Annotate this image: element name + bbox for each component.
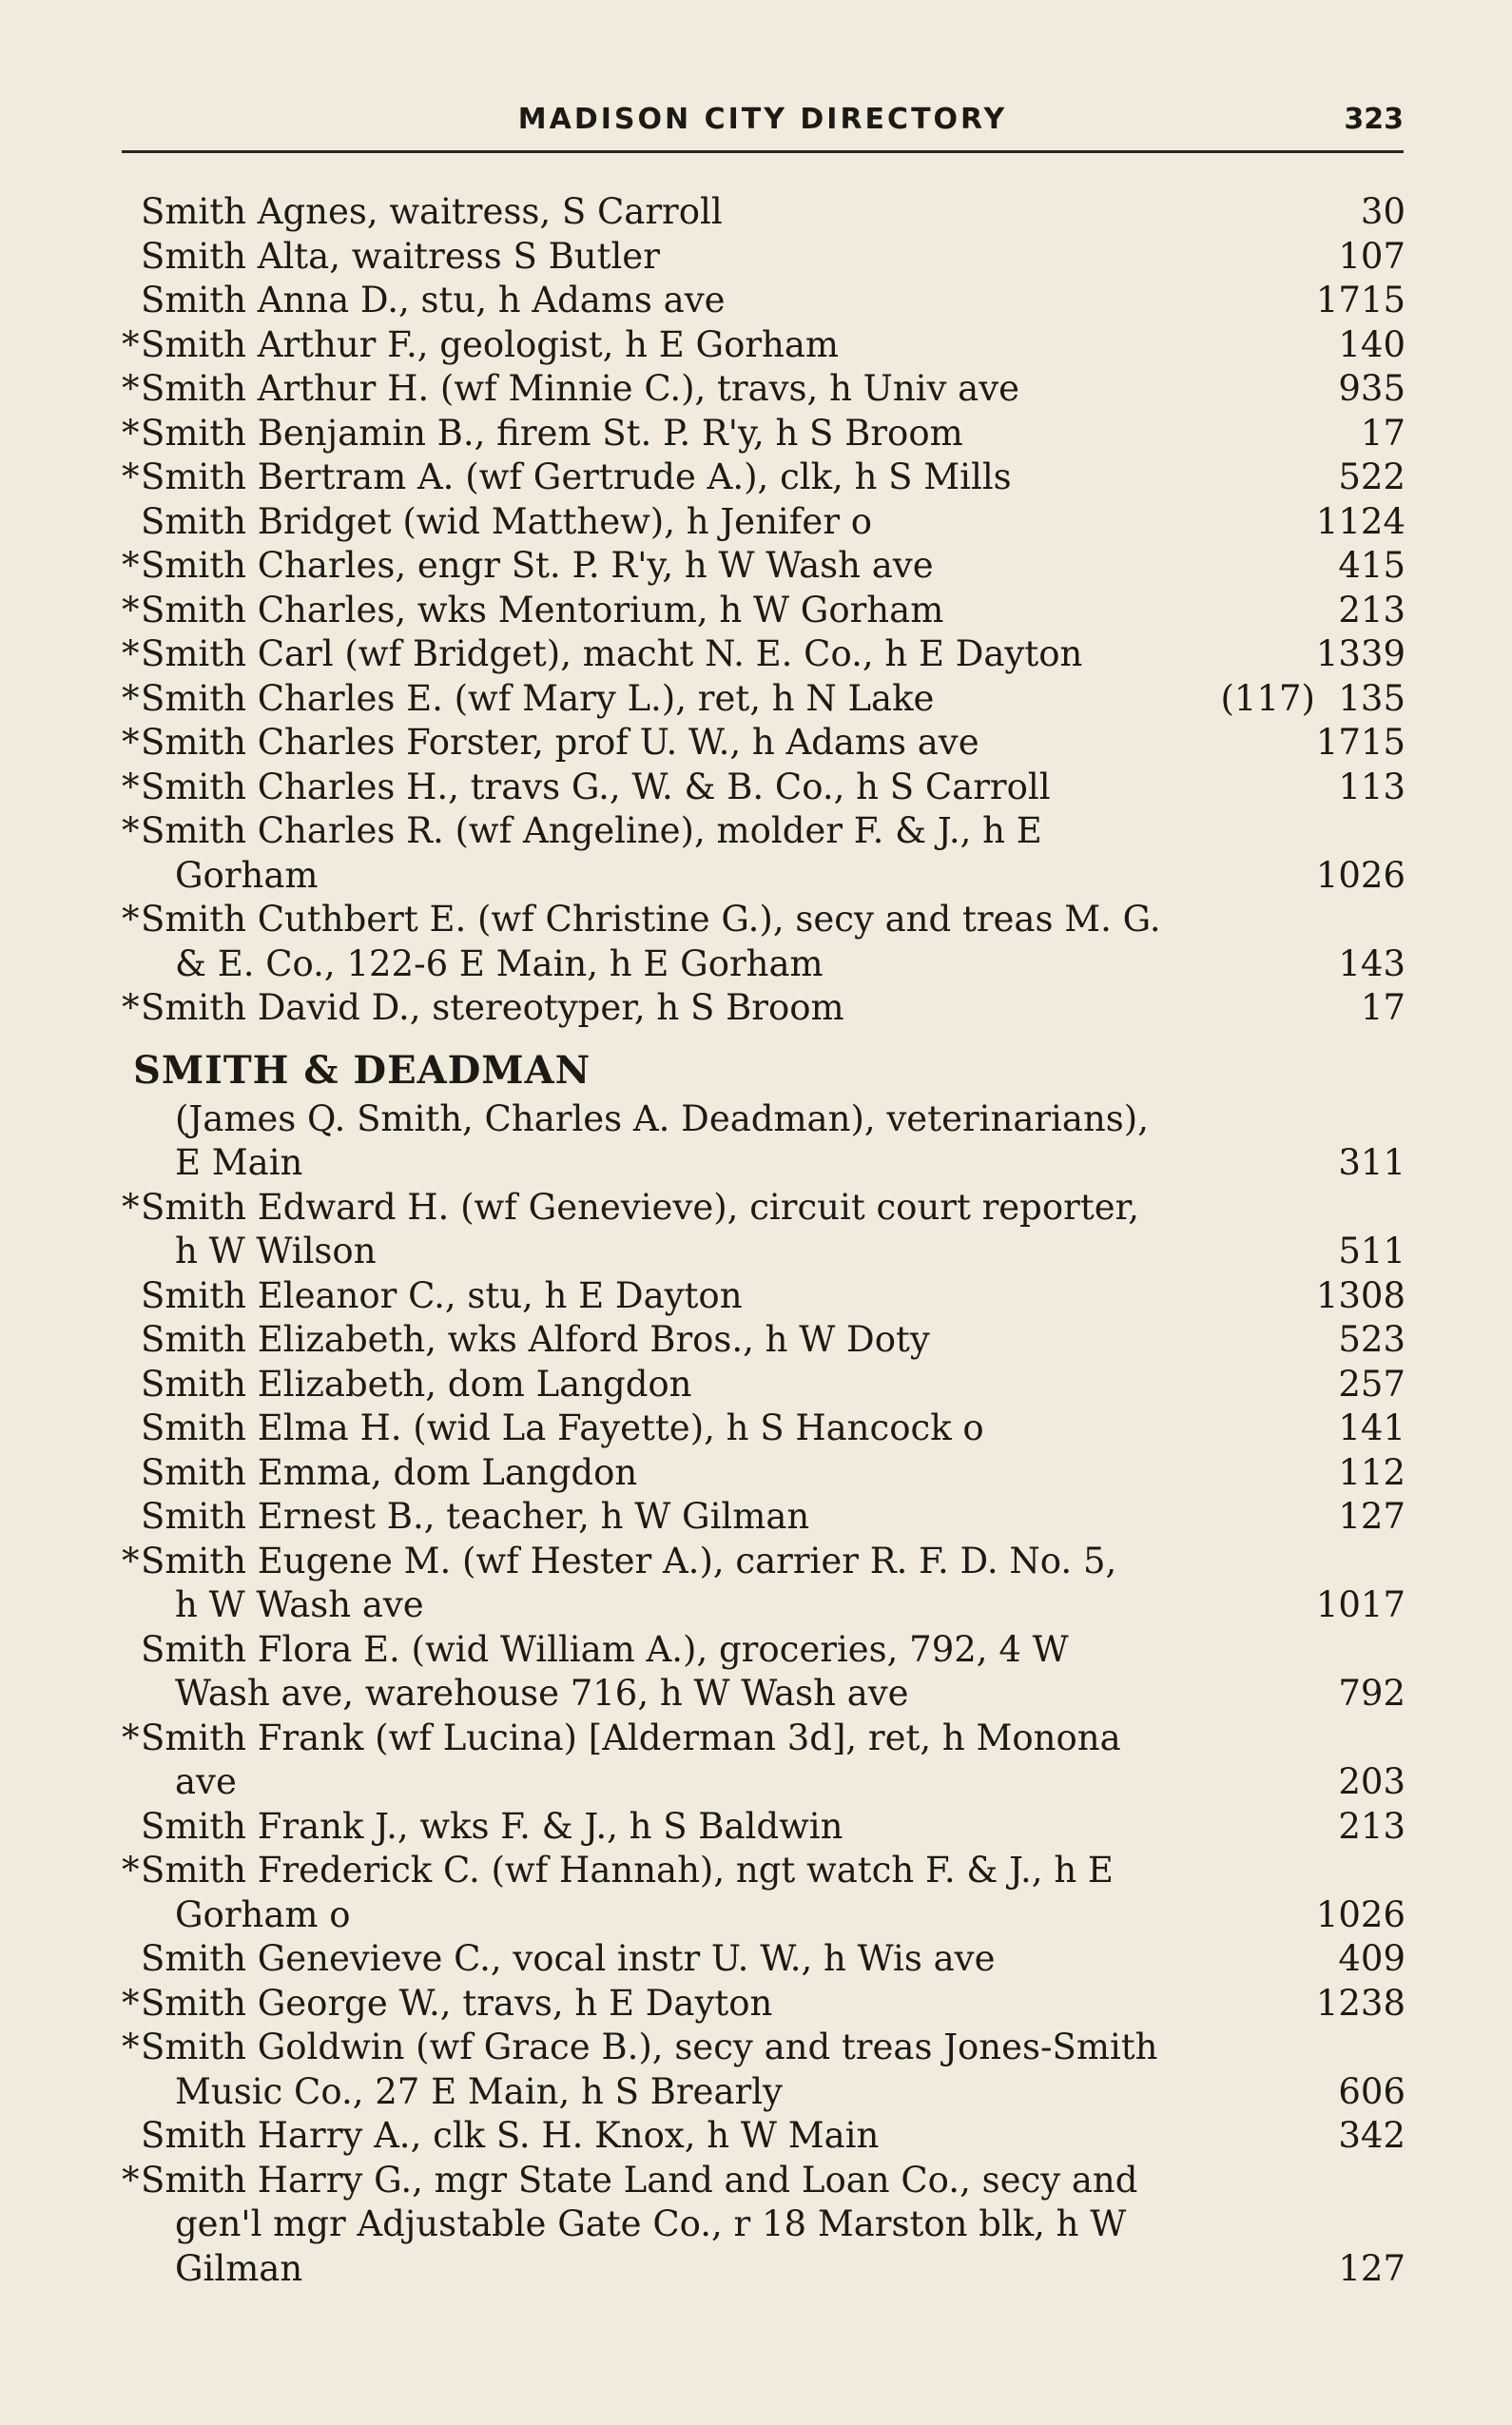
directory-entry	[122, 1937, 1405, 1982]
entry-line	[122, 632, 1405, 677]
directory-entry	[122, 2114, 1405, 2159]
directory-entry	[122, 190, 1405, 235]
house-number: 113	[1338, 766, 1405, 807]
entry-continuation-text: h W Wilson	[175, 1231, 377, 1271]
entry-line	[122, 1495, 1405, 1540]
entry-continuation-line	[122, 1893, 1405, 1938]
house-number: 127	[1338, 2247, 1405, 2289]
firm-name: SMITH & DEADMAN	[133, 1047, 591, 1093]
directory-entry	[122, 1363, 1405, 1407]
voter-mark: *	[122, 810, 140, 851]
house-number: 522	[1338, 456, 1405, 497]
house-number: 203	[1338, 1761, 1405, 1802]
entry-text: Smith Harry G., mgr State Land and Loan Co., secy and	[141, 2159, 1138, 2201]
firm-address-number: 311	[1338, 1142, 1405, 1183]
entry-text: Smith Bertram A. (wf Gertrude A.), clk, h S Mills	[141, 456, 1012, 497]
directory-entry	[122, 1982, 1405, 2027]
directory-entry	[122, 986, 1405, 1031]
entry-line	[122, 1937, 1405, 1982]
entry-line	[122, 2114, 1405, 2159]
entry-continuation-line	[122, 942, 1405, 987]
house-number: 17	[1360, 987, 1405, 1028]
entry-line	[122, 766, 1405, 810]
directory-entry	[122, 1849, 1405, 1937]
entry-continuation-line	[122, 854, 1405, 899]
entry-line	[122, 589, 1405, 633]
entry-text: Smith Elma H. (wid La Fayette), h S Hancock o	[141, 1407, 984, 1448]
directory-listing	[122, 190, 1405, 2291]
entry-text: Smith Arthur H. (wf Minnie C.), travs, h Univ ave	[141, 368, 1020, 409]
house-number: 141	[1338, 1407, 1405, 1448]
entry-text: Smith Anna D., stu, h Adams ave	[141, 280, 726, 320]
firm-partners-line	[122, 1097, 1405, 1142]
entry-line	[122, 809, 1405, 854]
entry-continuation-line	[122, 2070, 1405, 2115]
directory-entry	[122, 1540, 1405, 1628]
voter-mark: *	[122, 766, 140, 807]
entry-line	[122, 1540, 1405, 1584]
entry-line	[122, 235, 1405, 280]
entry-extra-number: (117)	[1220, 677, 1315, 719]
voter-mark: *	[122, 456, 140, 497]
entry-line	[122, 1717, 1405, 1761]
entry-line	[122, 500, 1405, 545]
entry-continuation-text: Gorham o	[175, 1893, 351, 1935]
entry-text: Smith Frederick C. (wf Hannah), ngt watch F. & J., h E	[141, 1850, 1114, 1891]
directory-entry	[122, 1451, 1405, 1496]
entry-continuation-line	[122, 2202, 1405, 2247]
directory-entry	[122, 898, 1405, 986]
entry-text: Smith Eugene M. (wf Hester A.), carrier R. F. D. No. 5,	[141, 1540, 1117, 1581]
house-number: 257	[1338, 1363, 1405, 1405]
entry-continuation-line	[122, 1672, 1405, 1717]
entry-line	[122, 2026, 1405, 2070]
entry-continuation-line	[122, 1230, 1405, 1274]
house-number: 1715	[1315, 280, 1405, 320]
entry-line	[122, 898, 1405, 942]
voter-mark: *	[122, 677, 140, 719]
entry-continuation-text: Music Co., 27 E Main, h S Brearly	[175, 2070, 783, 2112]
house-number: 30	[1360, 191, 1405, 232]
entry-line	[122, 412, 1405, 456]
directory-entry	[122, 589, 1405, 633]
house-number: 143	[1338, 942, 1405, 984]
directory-entry	[122, 500, 1405, 545]
entry-line	[122, 323, 1405, 368]
directory-entry	[122, 1186, 1405, 1274]
entry-continuation-line	[122, 1583, 1405, 1628]
house-number: 523	[1338, 1319, 1405, 1360]
directory-entry	[122, 1717, 1405, 1805]
entry-text: Smith Harry A., clk S. H. Knox, h W Main	[141, 2115, 880, 2156]
voter-mark: *	[122, 1540, 140, 1581]
directory-entry	[122, 1406, 1405, 1451]
entry-text: Smith Elizabeth, wks Alford Bros., h W Doty	[141, 1319, 930, 1360]
house-number: 213	[1338, 589, 1405, 630]
entry-text: Smith Frank (wf Lucina) [Alderman 3d], ret, h Monona	[141, 1717, 1121, 1758]
page-number: 323	[1344, 103, 1404, 136]
house-number: 107	[1338, 235, 1405, 277]
house-number: 1308	[1315, 1274, 1405, 1316]
directory-title: MADISON CITY DIRECTORY	[517, 103, 1008, 136]
house-number: 1715	[1315, 722, 1405, 763]
house-number: 792	[1338, 1673, 1405, 1714]
voter-mark: *	[122, 545, 140, 586]
directory-entry	[122, 766, 1405, 810]
directory-entry	[122, 1805, 1405, 1850]
house-number: 1339	[1315, 633, 1405, 674]
entry-line	[122, 544, 1405, 589]
entry-line	[122, 456, 1405, 500]
entry-line	[122, 367, 1405, 412]
house-number: 112	[1338, 1451, 1405, 1493]
voter-mark: *	[122, 1186, 140, 1228]
entry-line	[122, 986, 1405, 1031]
entry-text: Smith Benjamin B., firem St. P. R'y, h S Broom	[141, 412, 963, 454]
entry-continuation-text: Wash ave, warehouse 716, h W Wash ave	[175, 1673, 909, 1714]
voter-mark: *	[122, 2159, 140, 2201]
firm-address-line	[122, 1141, 1405, 1186]
entry-text: Smith Agnes, waitress, S Carroll	[141, 191, 723, 232]
voter-mark: *	[122, 899, 140, 940]
house-number: 1026	[1315, 854, 1405, 896]
firm-listing	[122, 1044, 1405, 1186]
directory-entry	[122, 632, 1405, 677]
entry-line	[122, 1805, 1405, 1850]
voter-mark: *	[122, 1850, 140, 1891]
entry-text: Smith Flora E. (wid William A.), groceries, 792, 4 W	[141, 1628, 1069, 1670]
entry-text: Smith Bridget (wid Matthew), h Jenifer o	[141, 500, 873, 542]
entry-text: Smith Charles, engr St. P. R'y, h W Wash ave	[141, 545, 934, 586]
entry-continuation-line	[122, 2247, 1405, 2292]
directory-entry	[122, 721, 1405, 766]
house-number: 1017	[1315, 1584, 1405, 1625]
voter-mark: *	[122, 633, 140, 674]
listing-group-a	[122, 190, 1405, 1031]
entry-text: Smith Edward H. (wf Genevieve), circuit court reporter,	[141, 1186, 1139, 1228]
entry-continuation-text: Gilman	[175, 2247, 303, 2289]
firm-address: E Main	[175, 1142, 303, 1183]
entry-text: Smith Elizabeth, dom Langdon	[141, 1363, 692, 1405]
directory-entry	[122, 323, 1405, 368]
house-number: 213	[1338, 1805, 1405, 1847]
entry-text: Smith David D., stereotyper, h S Broom	[141, 987, 844, 1028]
house-number: 1124	[1315, 500, 1405, 542]
directory-entry	[122, 367, 1405, 412]
entry-line	[122, 190, 1405, 235]
directory-entry	[122, 809, 1405, 898]
entry-text: Smith Charles E. (wf Mary L.), ret, h N Lake	[141, 677, 935, 719]
entry-text: Smith Emma, dom Langdon	[141, 1451, 638, 1493]
entry-line	[122, 721, 1405, 766]
entry-line	[122, 677, 1405, 722]
entry-text: Smith Goldwin (wf Grace B.), secy and treas Jones-Smith	[141, 2027, 1158, 2067]
entry-line	[122, 1274, 1405, 1319]
entry-text: Smith George W., travs, h E Dayton	[141, 1982, 773, 2024]
voter-mark: *	[122, 368, 140, 409]
entry-text: Smith Charles R. (wf Angeline), molder F. & J., h E	[141, 810, 1042, 851]
page-header	[122, 103, 1404, 153]
directory-entry	[122, 412, 1405, 456]
entry-line	[122, 1363, 1405, 1407]
voter-mark: *	[122, 412, 140, 454]
entry-continuation-line	[122, 1760, 1405, 1805]
voter-mark: *	[122, 987, 140, 1028]
directory-entry	[122, 1318, 1405, 1363]
entry-text: Smith Frank J., wks F. & J., h S Baldwin	[141, 1805, 843, 1847]
entry-line	[122, 2159, 1405, 2203]
entry-continuation-text: gen'l mgr Adjustable Gate Co., r 18 Marston blk, h W	[175, 2203, 1127, 2244]
directory-entry	[122, 677, 1405, 722]
directory-entry	[122, 456, 1405, 500]
entry-text: Smith Arthur F., geologist, h E Gorham	[141, 323, 840, 365]
house-number: 135	[1338, 677, 1405, 719]
directory-entry	[122, 2159, 1405, 2292]
directory-entry	[122, 1628, 1405, 1717]
voter-mark: *	[122, 722, 140, 763]
entry-line	[122, 1406, 1405, 1451]
voter-mark: *	[122, 323, 140, 365]
entry-text: Smith Carl (wf Bridget), macht N. E. Co., h E Dayton	[141, 633, 1083, 674]
voter-mark: *	[122, 2027, 140, 2067]
voter-mark: *	[122, 1982, 140, 2024]
house-number: 1026	[1315, 1893, 1405, 1935]
voter-mark: *	[122, 589, 140, 630]
house-number: 17	[1360, 412, 1405, 454]
firm-partners: (James Q. Smith, Charles A. Deadman), veterinarians),	[175, 1097, 1149, 1139]
entry-text: Smith Alta, waitress S Butler	[141, 235, 660, 277]
entry-text: Smith Eleanor C., stu, h E Dayton	[141, 1274, 743, 1316]
house-number: 935	[1338, 368, 1405, 409]
entry-line	[122, 1982, 1405, 2027]
entry-continuation-text: ave	[175, 1761, 237, 1802]
house-number: 127	[1338, 1496, 1405, 1537]
house-number: 606	[1338, 2070, 1405, 2112]
entry-text: Smith Charles H., travs G., W. & B. Co., h S Carroll	[141, 766, 1051, 807]
entry-line	[122, 1318, 1405, 1363]
house-number: 1238	[1315, 1982, 1405, 2024]
entry-text: Smith Genevieve C., vocal instr U. W., h Wis ave	[141, 1938, 996, 1979]
entry-text: Smith Charles Forster, prof U. W., h Adams ave	[141, 722, 979, 763]
entry-line	[122, 1849, 1405, 1893]
listing-group-b	[122, 1186, 1405, 2292]
house-number: 511	[1338, 1231, 1405, 1271]
entry-continuation-text: Gorham	[175, 854, 319, 896]
directory-entry	[122, 279, 1405, 323]
house-number: 409	[1338, 1938, 1405, 1979]
directory-entry	[122, 1274, 1405, 1319]
directory-entry	[122, 544, 1405, 589]
entry-line	[122, 1451, 1405, 1496]
entry-continuation-text: & E. Co., 122-6 E Main, h E Gorham	[175, 942, 824, 984]
entry-line	[122, 1186, 1405, 1231]
entry-text: Smith Charles, wks Mentorium, h W Gorham	[141, 589, 944, 630]
entry-line	[122, 1628, 1405, 1673]
entry-continuation-text: h W Wash ave	[175, 1584, 424, 1625]
entry-line	[122, 279, 1405, 323]
house-number: 342	[1338, 2115, 1405, 2156]
directory-entry	[122, 2026, 1405, 2114]
house-number: 140	[1338, 323, 1405, 365]
directory-entry	[122, 1495, 1405, 1540]
entry-text: Smith Cuthbert E. (wf Christine G.), secy and treas M. G.	[141, 899, 1161, 940]
house-number: 415	[1338, 545, 1405, 586]
entry-text: Smith Ernest B., teacher, h W Gilman	[141, 1496, 810, 1537]
voter-mark: *	[122, 1717, 140, 1758]
directory-entry	[122, 235, 1405, 280]
